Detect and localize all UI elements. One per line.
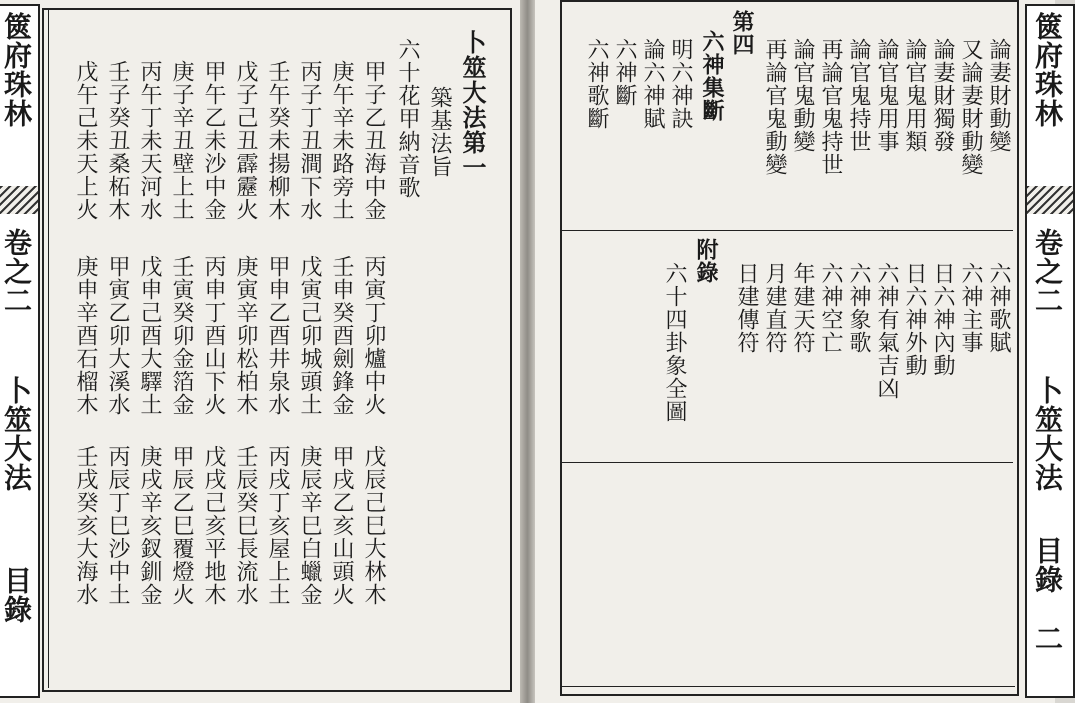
right-band-volume: 卷之二 [1031, 228, 1064, 315]
nayin-line: 庚午辛未路旁土 [329, 60, 354, 221]
nayin-line: 戊午己未天上火 [73, 60, 98, 221]
nayin-line: 戊辰己巳大林木 [361, 445, 386, 606]
nayin-line: 壬戌癸亥大海水 [73, 445, 98, 606]
contents-item: 又論妻財動變 [958, 38, 983, 176]
song-title: 六十花甲納音歌 [395, 38, 420, 199]
appendix-label: 附錄 [693, 238, 719, 284]
nayin-line: 甲戌乙亥山頭火 [329, 445, 354, 606]
nayin-line: 甲午乙未沙中金 [201, 60, 226, 221]
right-divider-bottom [562, 462, 1013, 463]
contents-item: 六神歌賦 [986, 262, 1011, 354]
left-page [0, 0, 520, 703]
nayin-line: 丙申丁酉山下火 [201, 255, 226, 416]
nayin-line: 庚戌辛亥釵釧金 [137, 445, 162, 606]
contents-item: 日建傳符 [734, 262, 759, 354]
contents-item: 論妻財動變 [986, 38, 1011, 153]
contents-item: 日六神外動 [902, 262, 927, 377]
contents-item: 六神歌斷 [584, 38, 609, 130]
contents-item: 明六神訣 [668, 38, 693, 130]
nayin-line: 甲寅乙卯大溪水 [105, 255, 130, 416]
contents-item: 日六神內動 [930, 262, 955, 377]
nayin-line: 戊子己丑霹靂火 [233, 60, 258, 221]
contents-item: 論官鬼持世 [846, 38, 871, 153]
nayin-line: 壬申癸酉劍鋒金 [329, 255, 354, 416]
contents-item: 六神有氣吉凶 [874, 262, 899, 400]
contents-item: 論六神賦 [640, 38, 665, 130]
contents-item: 論官鬼用類 [902, 38, 927, 153]
nayin-line: 庚子辛丑壁上土 [169, 60, 194, 221]
left-frame-inner-rule [48, 8, 49, 688]
left-band-hatch [0, 186, 38, 214]
nayin-line: 甲子乙丑海中金 [361, 60, 386, 221]
right-title-band [1025, 4, 1075, 698]
left-band-volume: 卷之二 [0, 228, 33, 315]
contents-item: 六神斷 [612, 38, 637, 107]
nayin-line: 壬辰癸巳長流水 [233, 445, 258, 606]
nayin-line: 丙寅丁卯爐中火 [361, 255, 386, 416]
nayin-line: 壬午癸未揚柳木 [265, 60, 290, 221]
nayin-line: 庚辰辛巳白蠟金 [297, 445, 322, 606]
contents-item: 再論官鬼動變 [762, 38, 787, 176]
right-band-title: 篋府珠林 [1031, 12, 1064, 128]
section-four-title: 六神集斷 [699, 30, 725, 122]
contents-item: 六神空亡 [818, 262, 843, 354]
contents-item: 論官鬼動變 [790, 38, 815, 153]
section-four-label: 第四 [729, 10, 755, 56]
sub-heading: 築基法旨 [427, 86, 452, 178]
nayin-line: 戊戌己亥平地木 [201, 445, 226, 606]
nayin-line: 甲辰乙巳覆燈火 [169, 445, 194, 606]
contents-item: 再論官鬼持世 [818, 38, 843, 176]
section-title: 卜筮大法第一 [458, 30, 487, 180]
left-band-contents: 目錄 [0, 566, 33, 624]
appendix-item: 六十四卦象全圖 [662, 262, 687, 423]
contents-item: 年建天符 [790, 262, 815, 354]
nayin-line: 戊寅己卯城頭土 [297, 255, 322, 416]
left-title-band [0, 4, 40, 698]
nayin-line: 壬寅癸卯金箔金 [169, 255, 194, 416]
right-divider-top [562, 230, 1013, 231]
right-band-section: 卜筮大法 [1031, 376, 1064, 492]
right-band-hatch [1027, 186, 1073, 214]
nayin-line: 丙午丁未天河水 [137, 60, 162, 221]
right-band-page-number: 二 [1031, 624, 1064, 653]
left-band-title: 篋府珠林 [0, 12, 33, 128]
contents-item: 六神象歌 [846, 262, 871, 354]
right-frame-inner-rule [560, 686, 1015, 687]
contents-item: 論妻財獨發 [930, 38, 955, 153]
contents-item: 月建直符 [762, 262, 787, 354]
nayin-line: 丙戌丁亥屋上土 [265, 445, 290, 606]
book-gutter [520, 0, 535, 703]
nayin-line: 丙辰丁巳沙中土 [105, 445, 130, 606]
nayin-line: 壬子癸丑桑柘木 [105, 60, 130, 221]
contents-item: 論官鬼用事 [874, 38, 899, 153]
nayin-line: 甲申乙酉井泉水 [265, 255, 290, 416]
contents-item: 六神主事 [958, 262, 983, 354]
right-band-contents: 目錄 [1031, 536, 1064, 594]
nayin-line: 庚申辛酉石榴木 [73, 255, 98, 416]
right-page [535, 0, 1064, 703]
left-band-section: 卜筮大法 [0, 376, 33, 492]
nayin-line: 戊申己酉大驛土 [137, 255, 162, 416]
nayin-line: 庚寅辛卯松柏木 [233, 255, 258, 416]
nayin-line: 丙子丁丑澗下水 [297, 60, 322, 221]
